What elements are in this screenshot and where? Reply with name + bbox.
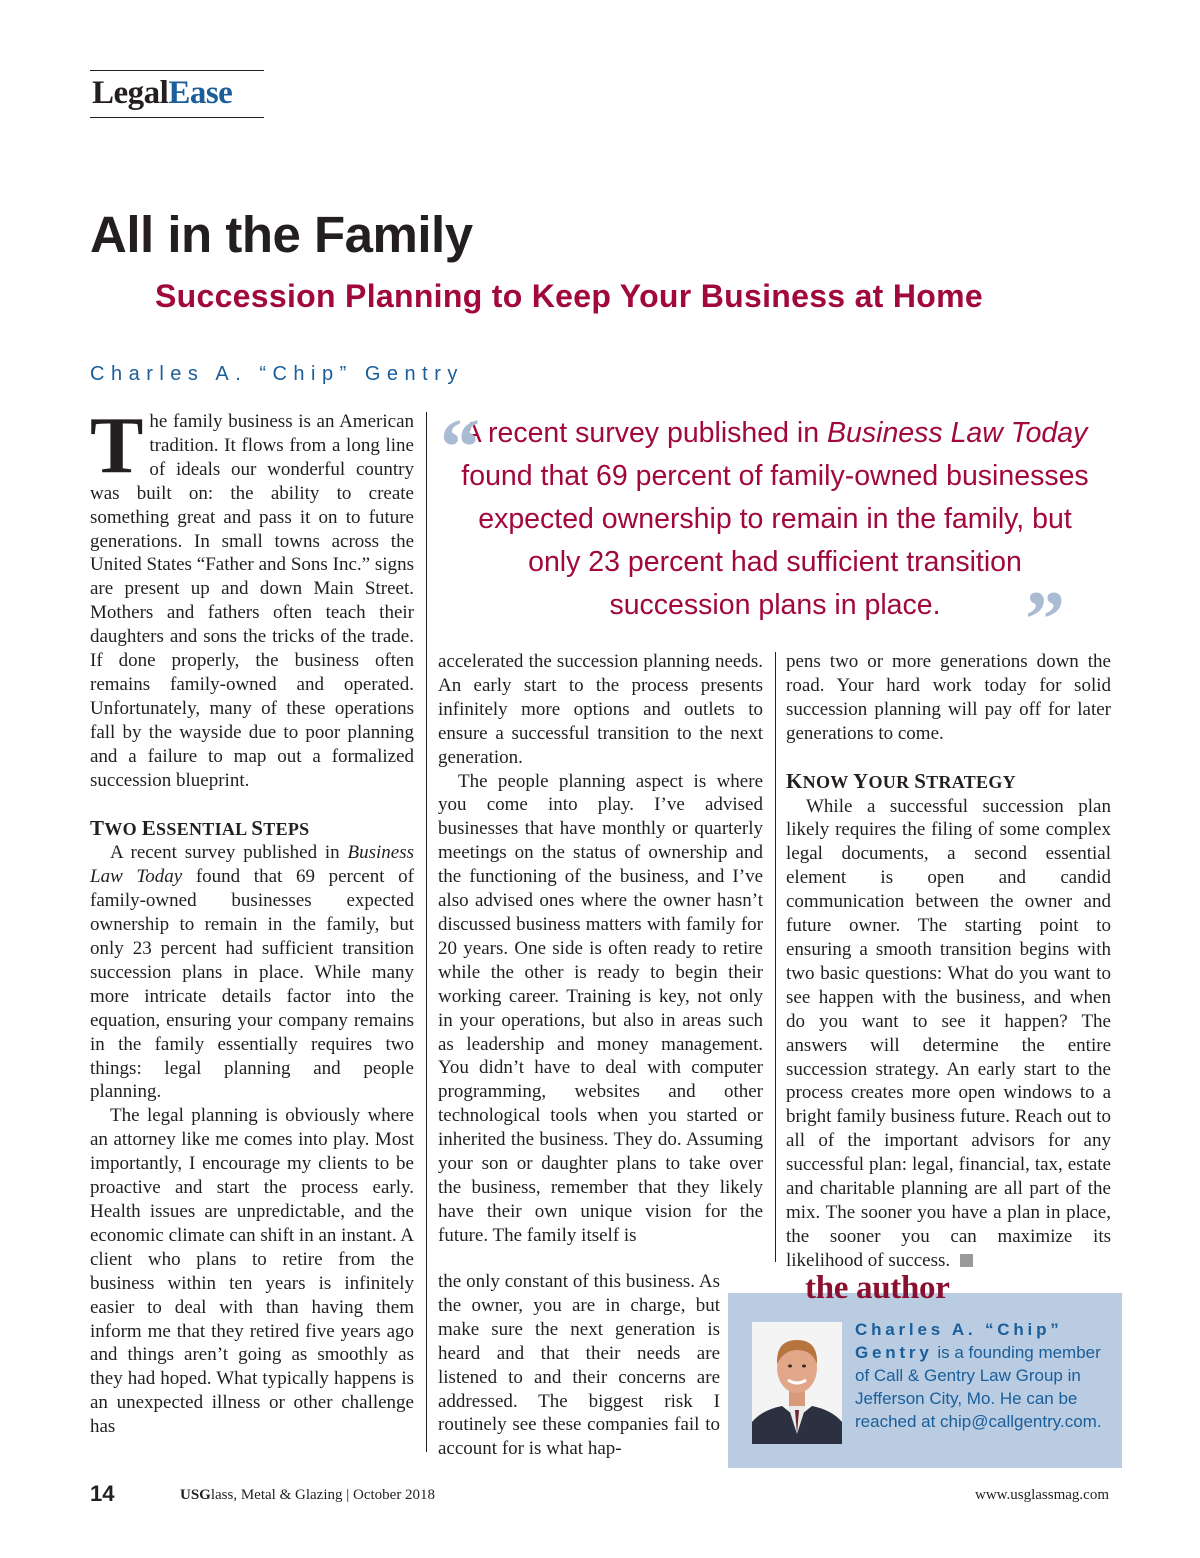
author-bio: Charles A. “Chip” Gentry is a founding member of Call & Gentry Law Group in Jefferson City, Mo. He can be reached at chip@callgentry.com. [855, 1320, 1102, 1431]
close-quote-icon: ” [1025, 576, 1065, 664]
subhead-two-essential-steps: TWO ESSENTIAL STEPS [90, 815, 310, 840]
intro-paragraph: The family business is an American tradition. It flows from a long line of ideals our wonderful country was built on: the ability to create something great and pass it on to future generations. In small towns across the United States “Father and Sons Inc.” signs are present up and down Main Street. Mothers and fathers often teach their daughters and sons the tricks of the trade. If done properly, the business often remains family-owned and operated. Unfortunately, many of these operations fall by the wayside due to poor planning and a failure to map out a formalized succession blueprint. [90, 402, 414, 791]
column-rule [775, 652, 776, 1262]
body-paragraph: The people planning aspect is where you come into play. I’ve advised businesses that have monthly or quarterly meetings on the status of ownership and the functioning of the business, and I’ve also advised ones where the owner hasn’t discussed business matters with family for 20 years. One side is often ready to retire while the other is ready to begin their working career. Training is key, not only in your operations, but also in areas such as leadership and money management. You didn’t have to deal with computer programming, websites and other technological tools when you started or inherited the business. They do. Assuming your son or daughter plans to take over the business, remember that they likely have their own unique vision for the future. The family itself is [438, 770, 763, 1246]
pull-quote: “ A recent survey published in Business Law Today found that 69 percent of family-owned businesses expected ownership to remain in the family, but only 23 percent had sufficient transition succession plans in place. ” [440, 404, 1089, 664]
end-mark-icon [960, 1254, 973, 1267]
body-paragraph: While a successful succession plan likely requires the filing of some complex legal documents, a second essential element is open and candid communication between the owner and future owner. The starting point to ensuring a smooth transition begins with two basic questions: What do you want to see happen with the business, and when do you want to see it happen? The answers will determine the entire succession strategy. An early start to the process creates more open windows to a bright family business future. Reach out to all of the important advisors for any successful plan: legal, financial, tax, estate and charitable planning are all part of the mix. The sooner you have a plan in place, the sooner you can maximize its likelihood of success. [786, 795, 1111, 1271]
drop-cap: T [90, 402, 144, 490]
article-column-1 [90, 402, 414, 1439]
author-photo [752, 1322, 842, 1444]
body-paragraph: pens two or more generations down the road. Your hard work today for solid succession planning will pay off for later generations to come. [786, 651, 1111, 744]
article-column-2 [438, 650, 763, 1248]
byline: Charles A. “Chip” Gentry [90, 363, 464, 385]
column-rule [426, 412, 427, 1452]
open-quote-icon: “ [440, 404, 480, 492]
body-paragraph: accelerated the succession planning needs. An early start to the process presents infinitely more options and outlets to ensure a successful transition to the next generation. [438, 651, 763, 768]
section-header [90, 70, 264, 118]
author-name: Charles A. “Chip” Gentry [855, 1320, 1063, 1362]
page-number: 14 [90, 1481, 115, 1506]
article-column-2-continued [438, 1270, 720, 1461]
body-paragraph: The legal planning is obviously where an attorney like me comes into play. Most importantly, I encourage my clients to be proactive and start the process early. Health issues are unpredictable, and the economic climate can shift in an instant. A client who plans to retire from the business within ten years is infinitely easier to deal with than having them inform me that they retired five years ago and things aren’t going as smoothly as they had hoped. What typically happens is an unexpected illness or other challenge has [90, 1105, 414, 1438]
subhead-know-your-strategy: KNOW YOUR STRATEGY [786, 768, 1016, 793]
article-column-3 [786, 650, 1111, 1273]
footer-url: www.usglassmag.com [975, 1487, 1110, 1503]
article-subtitle: Succession Planning to Keep Your Business at Home [155, 278, 983, 314]
article-title: All in the Family [90, 206, 473, 263]
author-heading: the author [805, 1270, 950, 1306]
body-paragraph: the only constant of this business. As the owner, you are in charge, but make sure the next generation is heard and that their needs are listened to and their concerns are addressed. The biggest risk I routinely see these companies fail to account for is what hap- [438, 1271, 720, 1460]
section-name: LegalEase [92, 75, 233, 111]
footer-publication: USGlass, Metal & Glazing | October 2018 [180, 1487, 436, 1503]
body-paragraph: A recent survey published in Business Law Today found that 69 percent of family-owned businesses expected ownership to remain in the family, but only 23 percent had sufficient transition succession plans in place. While many more intricate details factor into the equation, ensuring your company remains in the family essentially requires two things: legal planning and people planning. [90, 842, 414, 1103]
